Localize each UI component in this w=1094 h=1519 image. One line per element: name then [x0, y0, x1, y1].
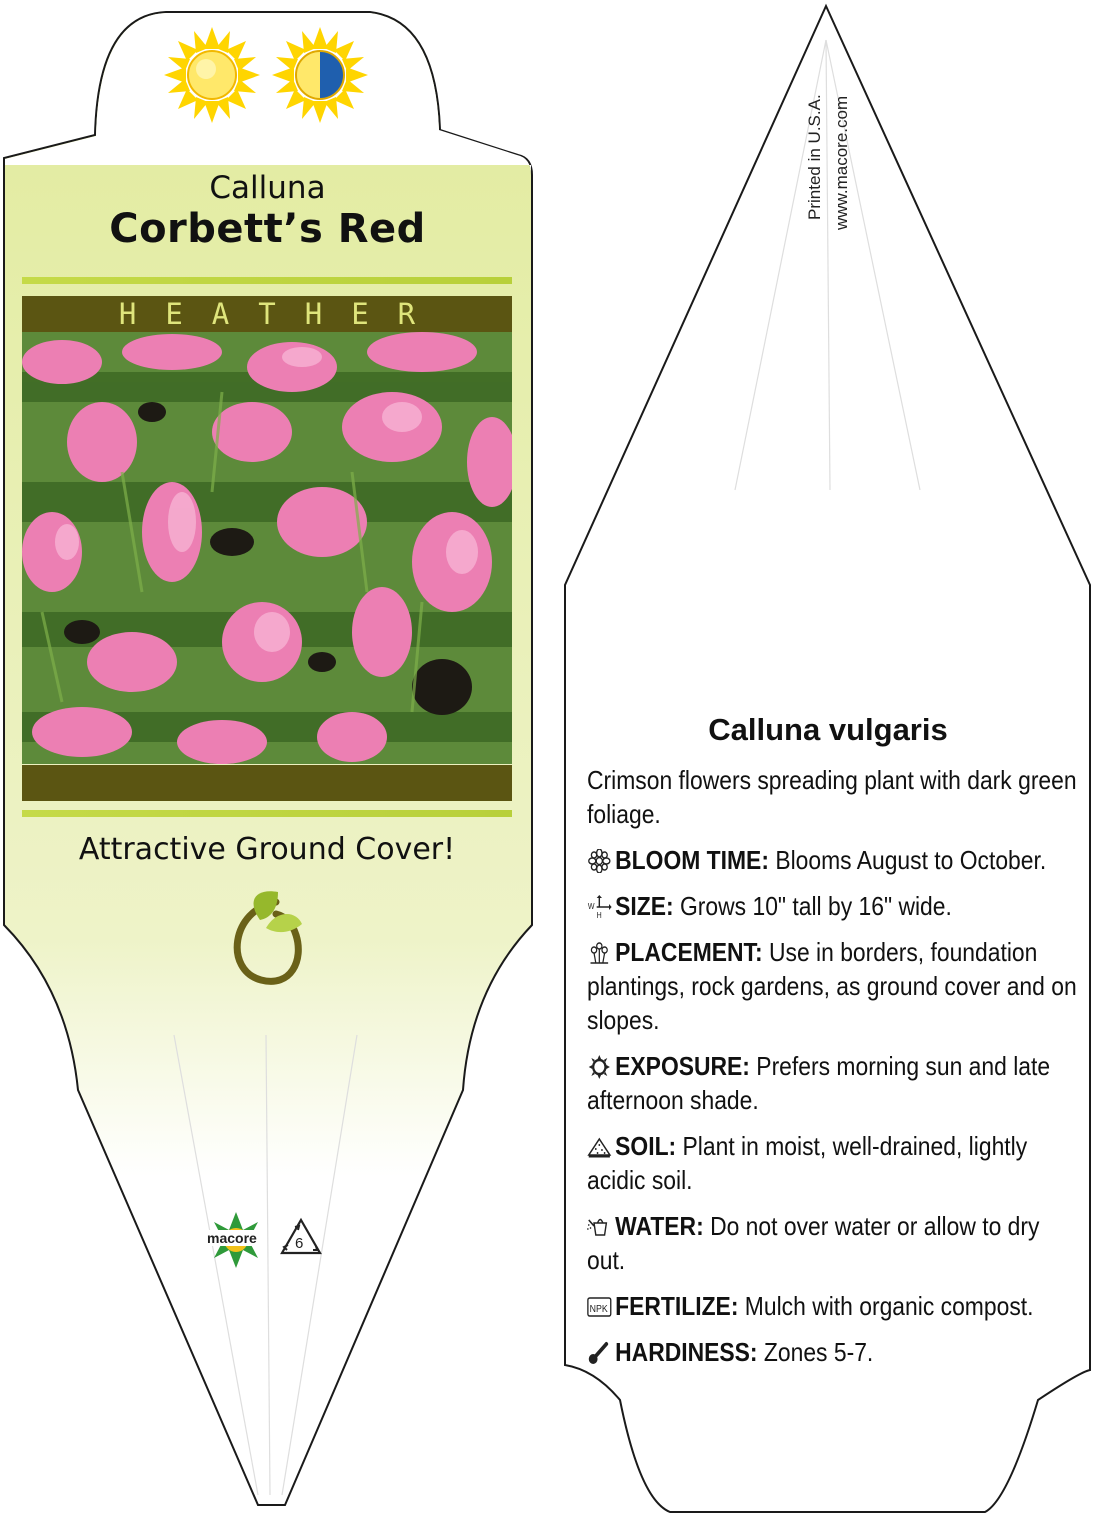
care-info — [587, 763, 1077, 1381]
full-sun-icon — [164, 27, 260, 123]
fertilize-text: Mulch with organic compost. — [744, 1291, 1034, 1321]
printed-in-note — [805, 60, 865, 260]
care-item-fertilize — [587, 1289, 1080, 1323]
care-item-placement — [587, 935, 1080, 1037]
part-sun-icon — [272, 27, 368, 123]
exposure-label: EXPOSURE: — [615, 1051, 750, 1081]
green-rule-top — [22, 277, 512, 284]
care-item-hardiness — [587, 1335, 1080, 1369]
sun-icon — [587, 1055, 612, 1079]
recycle-number: 6 — [295, 1235, 304, 1252]
macore-logo-text: macore — [207, 1230, 257, 1246]
size-text: Grows 10" tall by 16" wide. — [680, 891, 952, 921]
soil-label: SOIL: — [615, 1131, 677, 1161]
placement-icon — [587, 941, 612, 965]
printed-line-1: Printed in U.S.A. — [805, 94, 824, 220]
common-name-band: HEATHER — [22, 296, 512, 332]
bloom-text: Blooms August to October. — [775, 845, 1047, 875]
npk-text: NPK — [589, 1302, 608, 1315]
species-name: Calluna vulgaris — [708, 712, 948, 747]
water-text: Do not over water or allow to dry out. — [587, 1211, 1040, 1275]
size-icon-h: H — [596, 910, 602, 919]
size-label: SIZE: — [615, 891, 674, 921]
plant-photo — [22, 332, 512, 764]
green-rule-bottom — [22, 810, 512, 817]
hardiness-text: Zones 5-7. — [763, 1337, 874, 1367]
description: Crimson flowers spreading plant with dark green foliage. — [587, 765, 1077, 829]
watering-can-icon — [587, 1215, 612, 1239]
placement-label: PLACEMENT: — [615, 937, 763, 967]
care-item-size — [587, 889, 1080, 923]
printed-line-2: www.macore.com — [832, 95, 851, 230]
size-icon-w: W — [587, 901, 595, 912]
care-item-water — [587, 1209, 1080, 1277]
soil-text: Plant in moist, well-drained, lightly acidic soil. — [587, 1131, 1028, 1195]
placement-text: Use in borders, foundation plantings, rock gardens, as ground cover and on slopes. — [587, 937, 1077, 1035]
water-label: WATER: — [615, 1211, 704, 1241]
hardiness-label: HARDINESS: — [615, 1337, 758, 1367]
tagline: Attractive Ground Cover! — [78, 832, 456, 867]
fertilize-label: FERTILIZE: — [615, 1291, 739, 1321]
care-item-soil — [587, 1129, 1080, 1197]
thermometer-icon — [587, 1341, 612, 1365]
genus-name: Calluna — [209, 170, 326, 206]
care-item-exposure — [587, 1049, 1080, 1117]
photo-bottom-band — [22, 765, 512, 801]
cultivar-name: Corbett’s Red — [109, 206, 426, 252]
size-icon — [587, 895, 612, 919]
soil-icon — [587, 1135, 612, 1159]
bloom-label: BLOOM TIME: — [615, 845, 769, 875]
npk-icon — [587, 1295, 612, 1319]
exposure-text: Prefers morning sun and late afternoon shade. — [587, 1051, 1051, 1115]
care-item-bloom — [587, 843, 1080, 877]
flower-icon — [587, 849, 612, 873]
